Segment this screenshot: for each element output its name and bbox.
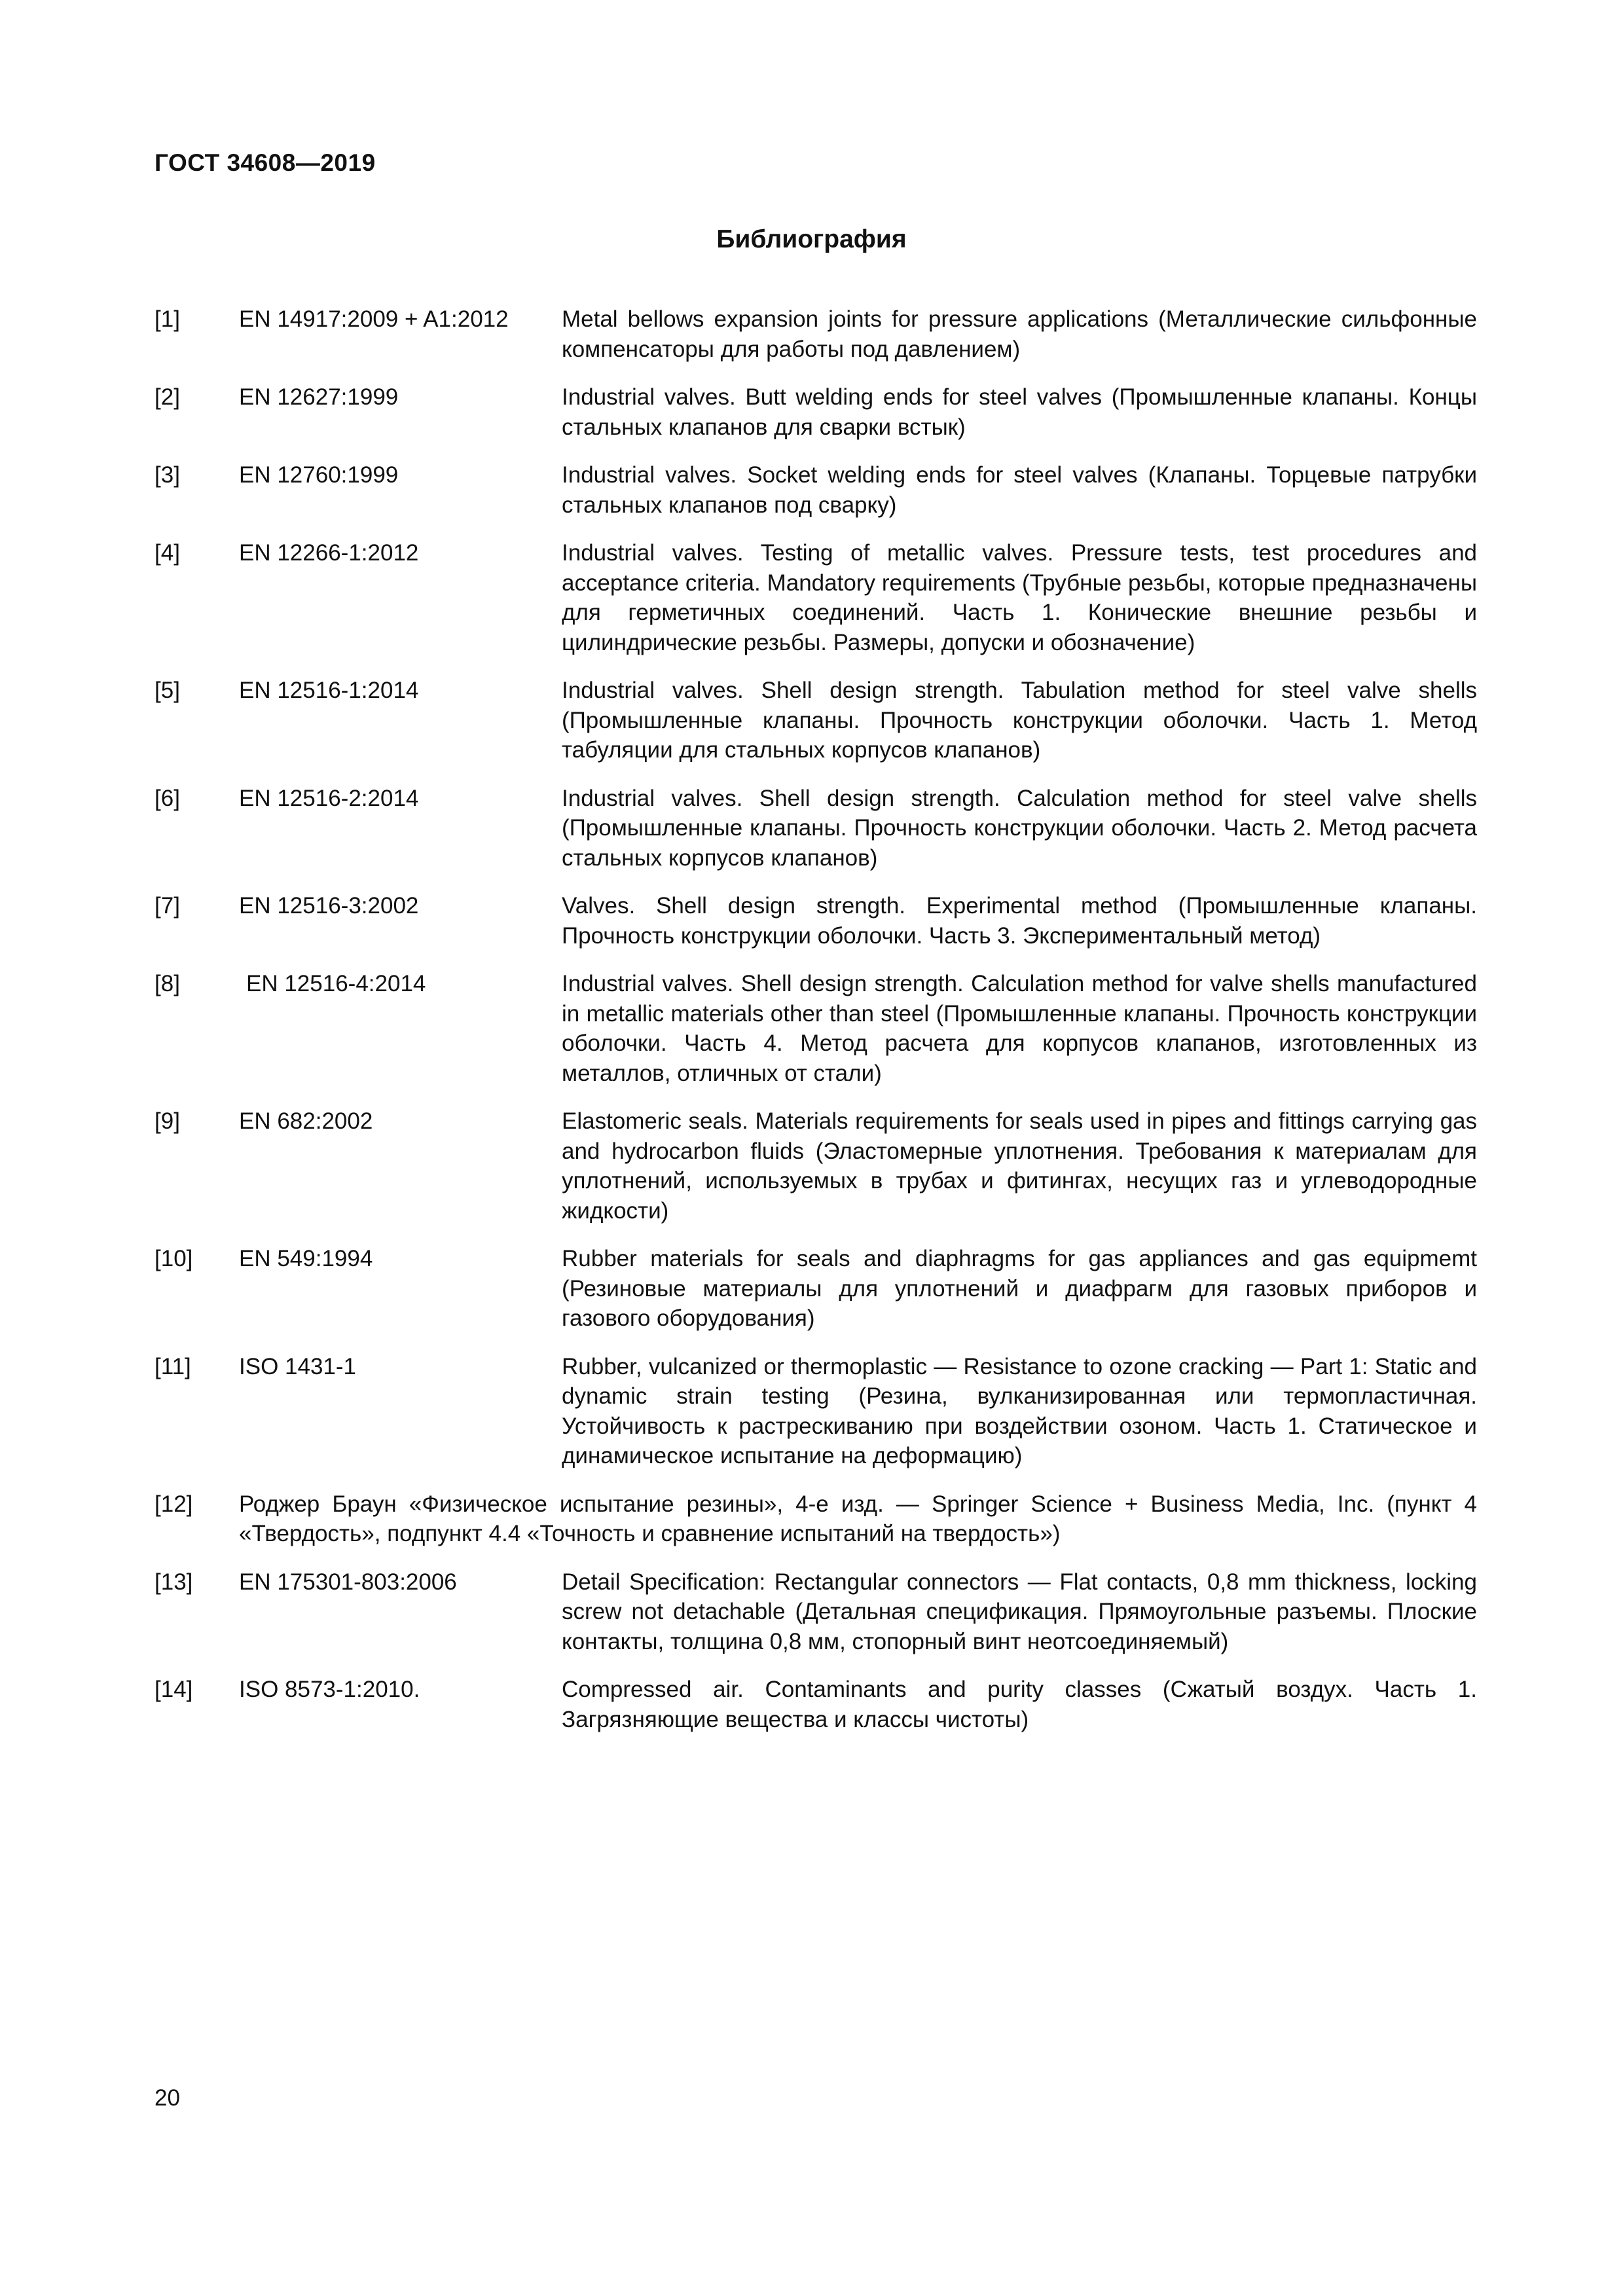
entry-number: [14] xyxy=(155,1677,193,1702)
document-header: ГОСТ 34608—2019 xyxy=(155,149,376,176)
entry-number: [10] xyxy=(155,1246,193,1271)
entry-title: Compressed air. Contaminants and purity classes (Сжатый воздух. Часть 1. Загрязняющие вещества и классы чистоты) xyxy=(562,1677,1477,1732)
entry-title: Valves. Shell design strength. Experimental method (Промышленные клапаны. Прочность конструкции оболочки. Часть 3. Экспериментальный метод) xyxy=(562,893,1477,949)
section-title: Библиография xyxy=(716,225,907,253)
entry-title: Industrial valves. Shell design strength. Calculation method for steel valve shells (Промышленные клапаны. Прочность конструкции оболочки. Часть 2. Метод расчета стальных корпусов клапанов) xyxy=(562,785,1477,871)
entry-title: Detail Specification: Rectangular connectors — Flat contacts, 0,8 mm thickness, locking screw not detachable (Детальная спецификация. Прямоугольные разъемы. Плоские контакты, толщина 0,8 мм, стопорный винт неотсоединяемый) xyxy=(562,1569,1477,1654)
entry-title: Elastomeric seals. Materials requirements for seals used in pipes and fittings carrying gas and hydrocarbon fluids (Эластомерные уплотнения. Требования к материалам для уплотнений, используемых в трубах и фитингах, несущих газ и углеводородные жидкости) xyxy=(562,1108,1477,1224)
bibliography-entry xyxy=(155,538,1477,657)
entry-number: [9] xyxy=(155,1108,180,1134)
bibliography-entry xyxy=(155,1567,1477,1657)
entry-code: EN 549:1994 xyxy=(239,1246,373,1271)
entry-number: [8] xyxy=(155,971,180,996)
entry-code: EN 12516-4:2014 xyxy=(246,971,426,996)
bibliography-entry xyxy=(155,1244,1477,1334)
entry-title: Metal bellows expansion joints for pressure applications (Металлические сильфонные компенсаторы для работы под давлением) xyxy=(562,306,1477,362)
entry-code: EN 14917:2009 + A1:2012 xyxy=(239,306,509,332)
page-number: 20 xyxy=(155,2085,180,2111)
bibliography-entry xyxy=(155,891,1477,951)
bibliography-entry xyxy=(155,460,1477,520)
entry-number: [5] xyxy=(155,678,180,703)
bibliography-entry xyxy=(155,676,1477,765)
entry-code: EN 682:2002 xyxy=(239,1108,373,1134)
entry-title: Industrial valves. Butt welding ends for steel valves (Промышленные клапаны. Концы стальных клапанов для сварки встык) xyxy=(562,384,1477,440)
entry-code: EN 12760:1999 xyxy=(239,462,399,488)
bibliography-entry xyxy=(155,1675,1477,1734)
entry-title: Rubber materials for seals and diaphragms for gas appliances and gas equipmemt (Резиновые материалы для уплотнений и диафрагм для газовых приборов и газового оборудования) xyxy=(562,1246,1477,1331)
entry-number: [7] xyxy=(155,893,180,919)
entry-number: [13] xyxy=(155,1569,193,1595)
entry-number: [2] xyxy=(155,384,180,410)
entry-full-text: Роджер Браун «Физическое испытание резины», 4-е изд. — Springer Science + Business Media, Inc. (пункт 4 «Твердость», подпункт 4.4 «Точность и сравнение испытаний на твердость») xyxy=(239,1491,1477,1546)
bibliography-entry xyxy=(155,1489,1477,1549)
entry-code: EN 12516-2:2014 xyxy=(239,785,419,811)
entry-code: EN 12516-3:2002 xyxy=(239,893,419,919)
entry-code: EN 12516-1:2014 xyxy=(239,678,419,703)
entry-title: Industrial valves. Shell design strength. Tabulation method for steel valve shells (Промышленные клапаны. Прочность конструкции оболочки. Часть 1. Метод табуляции для стальных корпусов клапанов) xyxy=(562,678,1477,763)
entry-number: [4] xyxy=(155,540,180,566)
bibliography-entry xyxy=(155,1106,1477,1226)
bibliography-list xyxy=(155,304,1477,1753)
entry-title: Industrial valves. Testing of metallic valves. Pressure tests, test procedures and acceptance criteria. Mandatory requirements (Трубные резьбы, которые предназначены для герметичных соединений. Часть 1. Конические внешние резьбы и цилиндрические резьбы. Размеры, допуски и обозначение) xyxy=(562,540,1477,655)
entry-number: [11] xyxy=(155,1353,191,1379)
entry-code: ISO 1431-1 xyxy=(239,1353,356,1379)
entry-number: [6] xyxy=(155,785,180,811)
bibliography-entry xyxy=(155,1352,1477,1471)
bibliography-entry xyxy=(155,304,1477,364)
entry-code: EN 175301-803:2006 xyxy=(239,1569,457,1595)
entry-title: Industrial valves. Socket welding ends for steel valves (Клапаны. Торцевые патрубки стальных клапанов под сварку) xyxy=(562,462,1477,518)
entry-code: ISO 8573-1:2010. xyxy=(239,1677,420,1702)
entry-number: [3] xyxy=(155,462,180,488)
entry-code: EN 12627:1999 xyxy=(239,384,399,410)
bibliography-entry xyxy=(155,784,1477,873)
entry-code: EN 12266-1:2012 xyxy=(239,540,419,566)
bibliography-entry xyxy=(155,382,1477,442)
bibliography-entry xyxy=(155,969,1477,1088)
entry-number: [12] xyxy=(155,1491,193,1517)
entry-number: [1] xyxy=(155,306,180,332)
entry-title: Industrial valves. Shell design strength. Calculation method for valve shells manufactured in metallic materials other than steel (Промышленные клапаны. Прочность конструкции оболочки. Часть 4. Метод расчета для корпусов клапанов, изготовленных из металлов, отличных от стали) xyxy=(562,971,1477,1086)
entry-title: Rubber, vulcanized or thermoplastic — Resistance to ozone cracking — Part 1: Static and dynamic strain testing (Резина, вулканизированная или термопластичная. Устойчивость к растрескиванию при воздействии озоном. Часть 1. Статическое и динамическое испытание на деформацию) xyxy=(562,1353,1477,1468)
